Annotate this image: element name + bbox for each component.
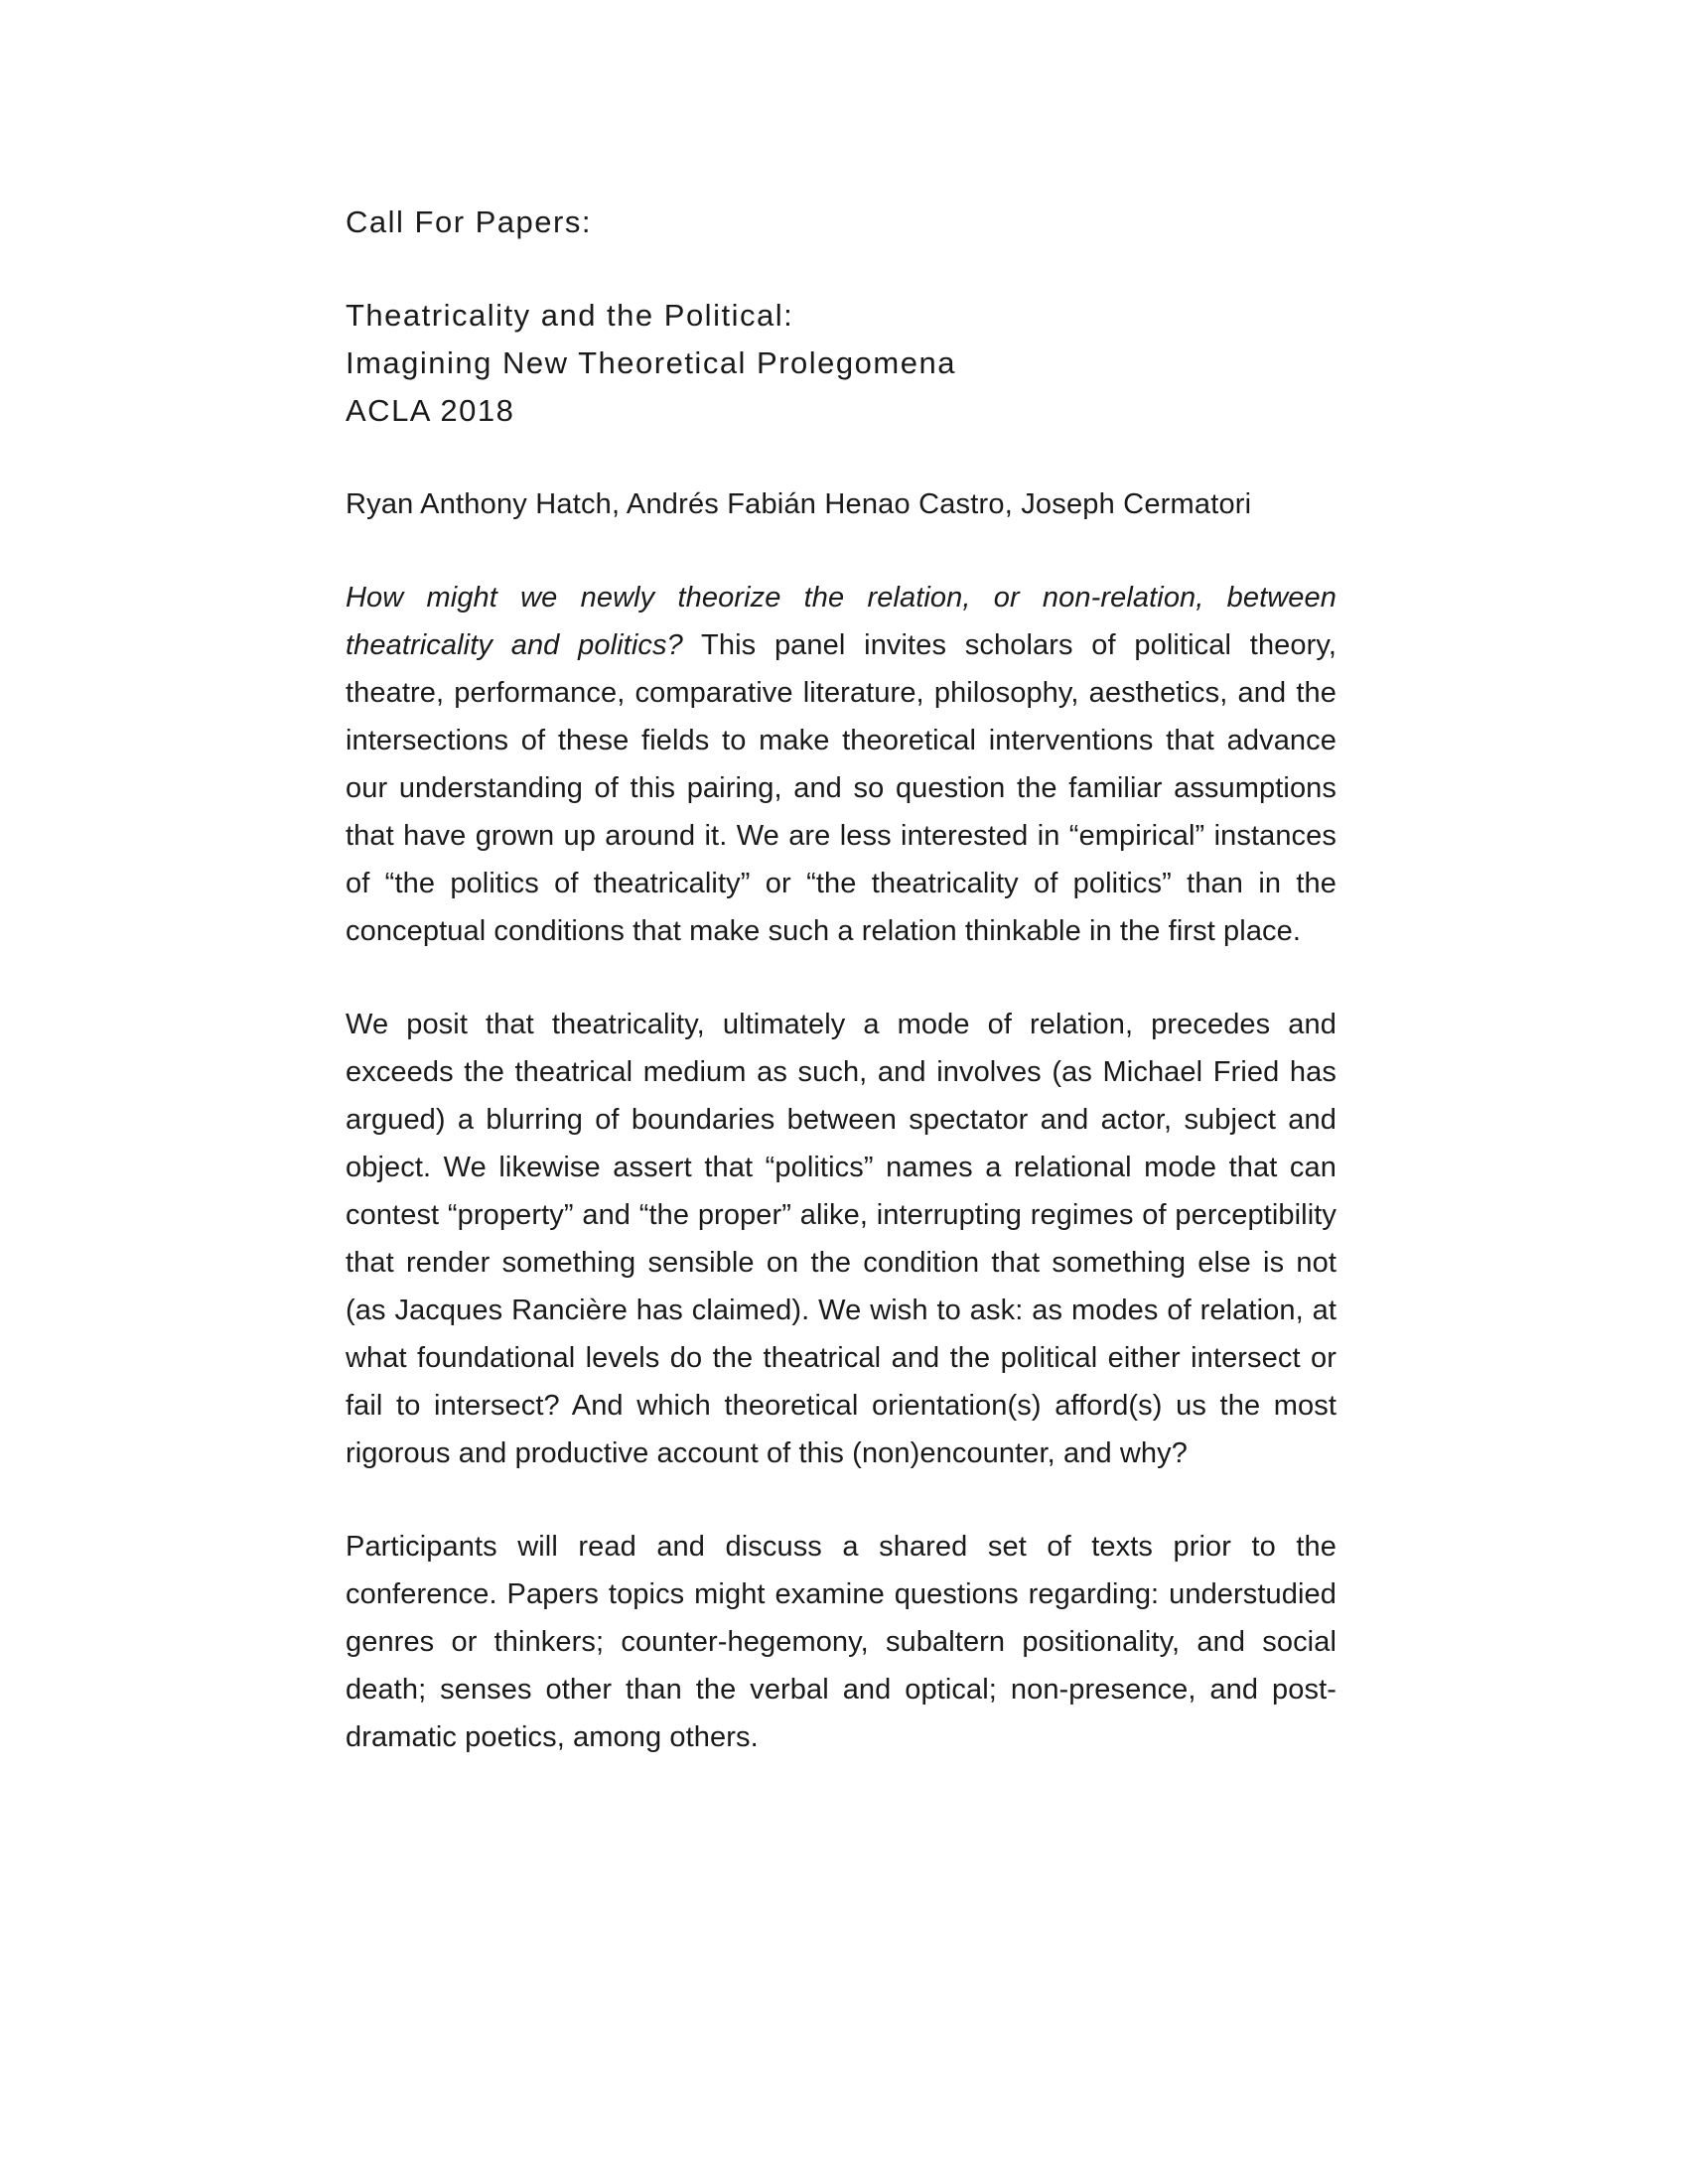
title-line-3: ACLA 2018 [346, 393, 515, 428]
paragraph-2: We posit that theatricality, ultimately a mode of relation, precedes and exceeds the theatrical medium as such, and involves (as Michael Fried has argued) a blurring of boundaries between spectator and actor, subject and object. We likewise assert that “politics” names a relational mode that can contest “property” and “the proper” alike, interrupting regimes of perceptibility that render something sensible on the condition that something else is not (as Jacques Rancière has claimed). We wish to ask: as modes of relation, at what foundational levels do the theatrical and the political either intersect or fail to intersect? And which theoretical orientation(s) afford(s) us the most rigorous and productive account of this (non)encounter, and why? [346, 1009, 1336, 1469]
title-line-2: Imagining New Theoretical Prolegomena [346, 345, 956, 380]
paragraph-1 [346, 574, 1336, 955]
paragraph-1-text: This panel invites scholars of political theory, theatre, performance, comparative literature, philosophy, aesthetics, and the intersections of these fields to make theoretical interventions that advance our understanding of this pairing, and so question the familiar assumptions that have grown up around it. We are less interested in “empirical” instances of “the politics of theatricality” or “the theatricality of politics” than in the conceptual conditions that make such a relation thinkable in the first place. [346, 629, 1336, 947]
paragraph-1-italic-lead: How might we newly theorize the relation, or non-relation, between theatricality and politics? [346, 582, 1336, 661]
title-block [346, 292, 1336, 435]
document-page [346, 199, 1336, 1761]
call-for-papers-label: Call For Papers: [346, 205, 592, 239]
title-line-1: Theatricality and the Political: [346, 298, 794, 333]
paragraph-3: Participants will read and discuss a shared set of texts prior to the conference. Papers topics might examine questions regarding: understudied genres or thinkers; counter-hegemony, subaltern positionality, and social death; senses other than the verbal and optical; non-presence, and post-dramatic poetics, among others. [346, 1531, 1336, 1753]
authors-line: Ryan Anthony Hatch, Andrés Fabián Henao Castro, Joseph Cermatori [346, 488, 1252, 520]
